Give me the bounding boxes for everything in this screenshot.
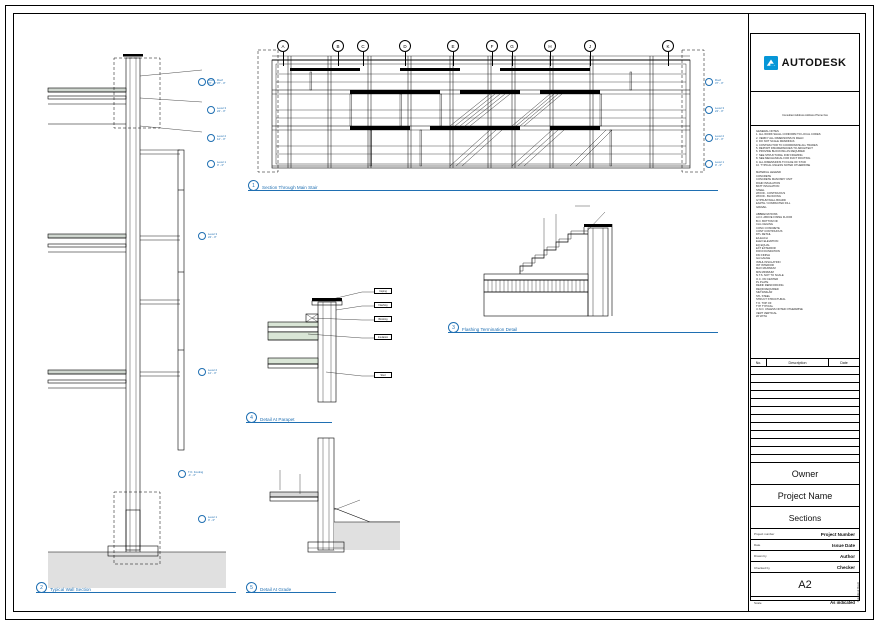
revision-table	[751, 359, 859, 463]
level-name: Roof	[715, 78, 721, 82]
detail-at-parapet-drawing	[250, 280, 420, 410]
note-line: MIN MINIMUM	[756, 270, 774, 274]
note-line: EXT EXTERIOR	[756, 247, 776, 250]
revision-row[interactable]	[751, 415, 859, 423]
revision-row[interactable]	[751, 447, 859, 455]
level-elevation: 24' - 0"	[715, 109, 724, 113]
level-bubble	[198, 232, 206, 240]
revision-no	[751, 383, 767, 390]
revision-description	[767, 423, 829, 430]
grid-line	[512, 52, 513, 66]
scale-label: Scale	[754, 600, 762, 605]
grid-bubble[interactable]: G	[506, 40, 518, 52]
level-bubble	[198, 368, 206, 376]
titleblock-divider	[748, 13, 749, 612]
note-line: GRAVEL	[756, 205, 767, 209]
note-line: T.O. TOP OF	[756, 301, 772, 305]
grid-bubble[interactable]: J	[584, 40, 596, 52]
revision-row[interactable]	[751, 439, 859, 447]
info-field	[751, 562, 859, 573]
level-elevation: 0' - 0"	[715, 163, 723, 167]
section-through-main-stair-drawing	[250, 30, 720, 190]
note-line: INSUL INSULATION	[756, 260, 781, 264]
grid-line	[668, 52, 669, 66]
note-line: STEEL	[756, 188, 765, 192]
grid-line	[492, 52, 493, 66]
revision-no	[751, 439, 767, 446]
detail-tag[interactable]: Flashing	[374, 302, 392, 308]
revision-no	[751, 423, 767, 430]
note-line: 1. ALL WORK SHALL CONFORM TO LOCAL CODES	[756, 133, 821, 137]
revision-date	[829, 391, 859, 398]
revision-description	[767, 391, 829, 398]
level-name: Level 1	[715, 160, 725, 164]
revision-date	[829, 367, 859, 374]
info-field-label: Project number	[754, 532, 775, 536]
sheet-number-text: A2	[798, 578, 812, 591]
note-line: EQ EQUAL	[756, 243, 770, 247]
level-elevation: 37' - 0"	[715, 81, 724, 85]
note-line: 3. DO NOT SCALE DRAWINGS	[756, 140, 795, 144]
note-line: RIGID INSULATION	[756, 181, 781, 185]
revision-date	[829, 423, 859, 430]
grid-line	[590, 52, 591, 66]
revision-row[interactable]	[751, 383, 859, 391]
level-name: Roof	[217, 78, 223, 82]
level-bubble	[178, 470, 186, 478]
level-bubble	[705, 106, 713, 114]
note-line: INT INTERIOR	[756, 264, 774, 268]
grid-bubble[interactable]: H	[544, 40, 556, 52]
revision-no	[751, 367, 767, 374]
note-line: 7. SEE STRUCTURAL FOR FRAMING	[756, 153, 803, 157]
revision-row[interactable]	[751, 431, 859, 439]
info-field-value: Issue Date	[832, 542, 855, 548]
level-name: T.O. Footing	[188, 470, 204, 474]
revision-no	[751, 399, 767, 406]
grid-line	[405, 52, 406, 66]
note-line: GYPSUM WALL BOARD	[756, 198, 786, 202]
revision-date	[829, 447, 859, 454]
level-elevation: 12' - 0"	[715, 137, 724, 141]
note-line: MATERIAL LEGEND	[756, 171, 781, 175]
note-line: FIN FINISH	[756, 253, 770, 257]
info-field-value: Checker	[836, 565, 855, 570]
revision-description	[767, 375, 829, 382]
level-elevation: 37' - 0"	[208, 81, 217, 85]
note-line: 4. CONTRACTOR TO COORDINATE ALL TRADES	[756, 143, 818, 147]
info-field	[751, 529, 859, 540]
grid-bubble[interactable]: D	[399, 40, 411, 52]
note-line: 8. SEE MECHANICAL FOR DUCT ROUTING	[756, 157, 811, 161]
note-line: CONC CONCRETE	[756, 226, 780, 230]
view-title-rule	[246, 592, 336, 593]
view-title-rule	[448, 332, 718, 333]
note-line: WOOD - BLOCKING	[756, 195, 781, 199]
note-line: ABBREVIATIONS	[756, 212, 778, 216]
detail-tag[interactable]: Coping	[374, 288, 392, 294]
autodesk-wordmark: AUTODESK	[781, 56, 847, 69]
revision-description	[767, 383, 829, 390]
detail-tag[interactable]: Insulation	[374, 334, 392, 340]
owner-text: Owner	[791, 468, 819, 479]
level-name: Level 1	[217, 160, 227, 164]
revision-date	[829, 415, 859, 422]
note-line: ELEV ELEVATION	[756, 240, 779, 244]
info-field-label: Checked by	[754, 565, 770, 570]
title-block	[750, 33, 860, 605]
revision-no	[751, 391, 767, 398]
note-line: PL PLATE	[756, 281, 769, 285]
revision-date	[829, 383, 859, 390]
view-bubble: 2	[36, 582, 47, 593]
revision-col-description: Description	[767, 359, 829, 366]
revision-col-no: No.	[751, 359, 767, 366]
note-line: CONT CONTINUOUS	[756, 229, 783, 233]
level-tag	[705, 160, 724, 168]
revision-row[interactable]	[751, 367, 859, 375]
revision-row[interactable]	[751, 391, 859, 399]
flashing-termination-detail-drawing	[460, 200, 650, 325]
level-name: Level 3	[715, 106, 725, 110]
grid-bubble[interactable]: B	[332, 40, 344, 52]
note-line: REQD REQUIRED	[756, 287, 779, 291]
view-label: Detail At Parapet	[260, 417, 295, 422]
note-line: GENERAL NOTES	[756, 130, 779, 133]
note-line: 2. VERIFY ALL DIMENSIONS IN FIELD	[756, 136, 804, 140]
sheet-name-text: Sections	[788, 512, 822, 523]
note-line: BATT INSULATION	[756, 185, 780, 189]
note-line: O.C. ON CENTER	[756, 277, 779, 281]
note-line: FDN FOUNDATION	[756, 250, 780, 254]
level-bubble	[198, 78, 206, 86]
note-line: B.O. BOTTOM OF	[756, 219, 779, 223]
level-tag	[705, 78, 724, 86]
revision-description	[767, 367, 829, 374]
general-notes-block	[751, 126, 859, 359]
view-bubble: 4	[246, 412, 257, 423]
note-line: EA EACH	[756, 236, 768, 240]
info-field-label: Date	[754, 543, 761, 547]
note-line: W/ WITH	[756, 315, 767, 319]
consultant-placeholder: Consultant Address Address Phone Fax	[782, 114, 828, 117]
revision-date	[829, 439, 859, 446]
view-title-rule	[246, 422, 332, 423]
level-elevation: 24' - 0"	[208, 235, 217, 239]
level-bubble	[705, 78, 713, 86]
revision-no	[751, 407, 767, 414]
grid-line	[283, 52, 284, 66]
level-name: Level 3	[217, 106, 227, 110]
level-elevation: 37' - 0"	[217, 81, 226, 85]
view-label: Detail At Grade	[260, 587, 292, 592]
level-elevation: 12' - 0"	[208, 371, 217, 375]
note-line: N.T.S. NOT TO SCALE	[756, 274, 784, 278]
revision-date	[829, 407, 859, 414]
detail-tag[interactable]: Stud	[374, 372, 392, 378]
view-label: Typical Wall Section	[50, 587, 91, 592]
note-line: SIM SIMILAR	[756, 291, 773, 295]
grid-bubble[interactable]: A	[277, 40, 289, 52]
level-tag	[198, 78, 217, 86]
note-line: 9. ALL DIMENSIONS TO FACE OF STUD	[756, 160, 806, 164]
note-line: VERT VERTICAL	[756, 311, 777, 315]
note-line: WOOD - CONTINUOUS	[756, 191, 786, 195]
revision-date	[829, 399, 859, 406]
grid-line	[550, 52, 551, 66]
scale-value: As indicated	[830, 600, 855, 605]
grid-line	[338, 52, 339, 66]
level-name: Level 2	[208, 368, 218, 372]
revision-description	[767, 415, 829, 422]
note-line: MAX MAXIMUM	[756, 267, 776, 271]
grid-bubble[interactable]: F	[486, 40, 498, 52]
note-line: 6. PROVIDE BLOCKING AS REQUIRED	[756, 150, 805, 154]
level-elevation: 24' - 0"	[217, 109, 226, 113]
grid-line	[363, 52, 364, 66]
note-line: A.F.F. ABOVE FINISH FLOOR	[756, 216, 793, 220]
revision-date	[829, 431, 859, 438]
view-bubble: 5	[246, 582, 257, 593]
typical-wall-section-drawing	[30, 40, 245, 588]
project-name-text: Project Name	[777, 490, 833, 501]
project-info-fields	[751, 529, 859, 573]
revision-col-date: Date	[840, 360, 848, 365]
revision-no	[751, 375, 767, 382]
note-line: 10. TYPICAL UNLESS NOTED OTHERWISE	[756, 164, 811, 168]
consultant-block	[751, 92, 859, 126]
level-name: Level 2	[217, 134, 227, 138]
revision-row[interactable]	[751, 399, 859, 407]
info-field-value: Project Number	[820, 531, 855, 537]
view-label: Section Through Main Stair	[262, 185, 318, 190]
note-line: CONCRETE	[756, 174, 772, 178]
note-line: TYP TYPICAL	[756, 304, 774, 308]
level-tag	[198, 232, 217, 240]
detail-tag[interactable]: Blocking	[374, 316, 392, 322]
level-tag	[198, 368, 217, 376]
scale-field	[751, 597, 859, 608]
revision-row[interactable]	[751, 375, 859, 383]
grid-bubble[interactable]: C	[357, 40, 369, 52]
revision-description	[767, 439, 829, 446]
level-bubble	[198, 515, 206, 523]
revision-row[interactable]	[751, 407, 859, 415]
view-title-rule	[248, 190, 718, 191]
info-field	[751, 551, 859, 562]
revision-description	[767, 407, 829, 414]
level-tag	[198, 515, 217, 523]
note-line: CONCRETE MASONRY UNIT	[756, 178, 793, 182]
note-line: STRUCT STRUCTURAL	[756, 298, 786, 302]
level-elevation: 12' - 0"	[217, 137, 226, 141]
note-line: EARTH / COMPACTED FILL	[756, 202, 791, 206]
project-name-field	[751, 485, 859, 507]
level-name: Level 3	[208, 232, 218, 236]
autodesk-logo	[751, 34, 859, 92]
note-line: GA GAUGE	[756, 257, 771, 261]
level-tag	[705, 106, 724, 114]
level-tag	[705, 134, 724, 142]
note-line: REINF REINFORCING	[756, 284, 784, 288]
revision-date	[829, 375, 859, 382]
revision-no	[751, 431, 767, 438]
revision-description	[767, 399, 829, 406]
revision-description	[767, 447, 829, 454]
level-elevation: -4' - 0"	[188, 473, 197, 477]
grid-line	[453, 52, 454, 66]
info-field-label: Drawn by	[754, 554, 767, 558]
note-line: CLG CEILING	[756, 223, 774, 227]
grid-bubble[interactable]: K	[662, 40, 674, 52]
sheet-name-field	[751, 507, 859, 529]
detail-at-grade-drawing	[250, 430, 410, 580]
revision-header-row	[751, 359, 859, 367]
note-line: DTL DETAIL	[756, 233, 771, 237]
view-bubble: 1	[248, 180, 259, 191]
grid-bubble[interactable]: E	[447, 40, 459, 52]
owner-field	[751, 463, 859, 485]
view-title-rule	[36, 592, 236, 593]
level-name: Level 2	[715, 134, 725, 138]
level-tag-footing	[178, 470, 203, 478]
note-line: 5. REPORT DISCREPANCIES TO ARCHITECT	[756, 147, 813, 151]
sheet-number-field	[751, 573, 859, 597]
level-elevation: 0' - 0"	[208, 518, 216, 522]
revision-description	[767, 431, 829, 438]
revision-no	[751, 415, 767, 422]
info-field-value: Author	[839, 553, 855, 559]
level-elevation: 0' - 0"	[217, 163, 225, 167]
autodesk-mark-icon	[764, 56, 778, 70]
level-bubble	[705, 160, 713, 168]
level-bubble	[705, 134, 713, 142]
view-bubble: 3	[448, 322, 459, 333]
view-label: Flashing Termination Detail	[462, 327, 518, 332]
info-field	[751, 540, 859, 551]
software-credit: Autodesk Revit	[856, 582, 860, 603]
level-name: Level 1	[208, 515, 218, 519]
note-line: U.N.O. UNLESS NOTED OTHERWISE	[756, 308, 803, 312]
revision-no	[751, 447, 767, 454]
note-line: STL STEEL	[756, 294, 771, 298]
level-name: Roof	[208, 78, 214, 82]
revision-row[interactable]	[751, 423, 859, 431]
